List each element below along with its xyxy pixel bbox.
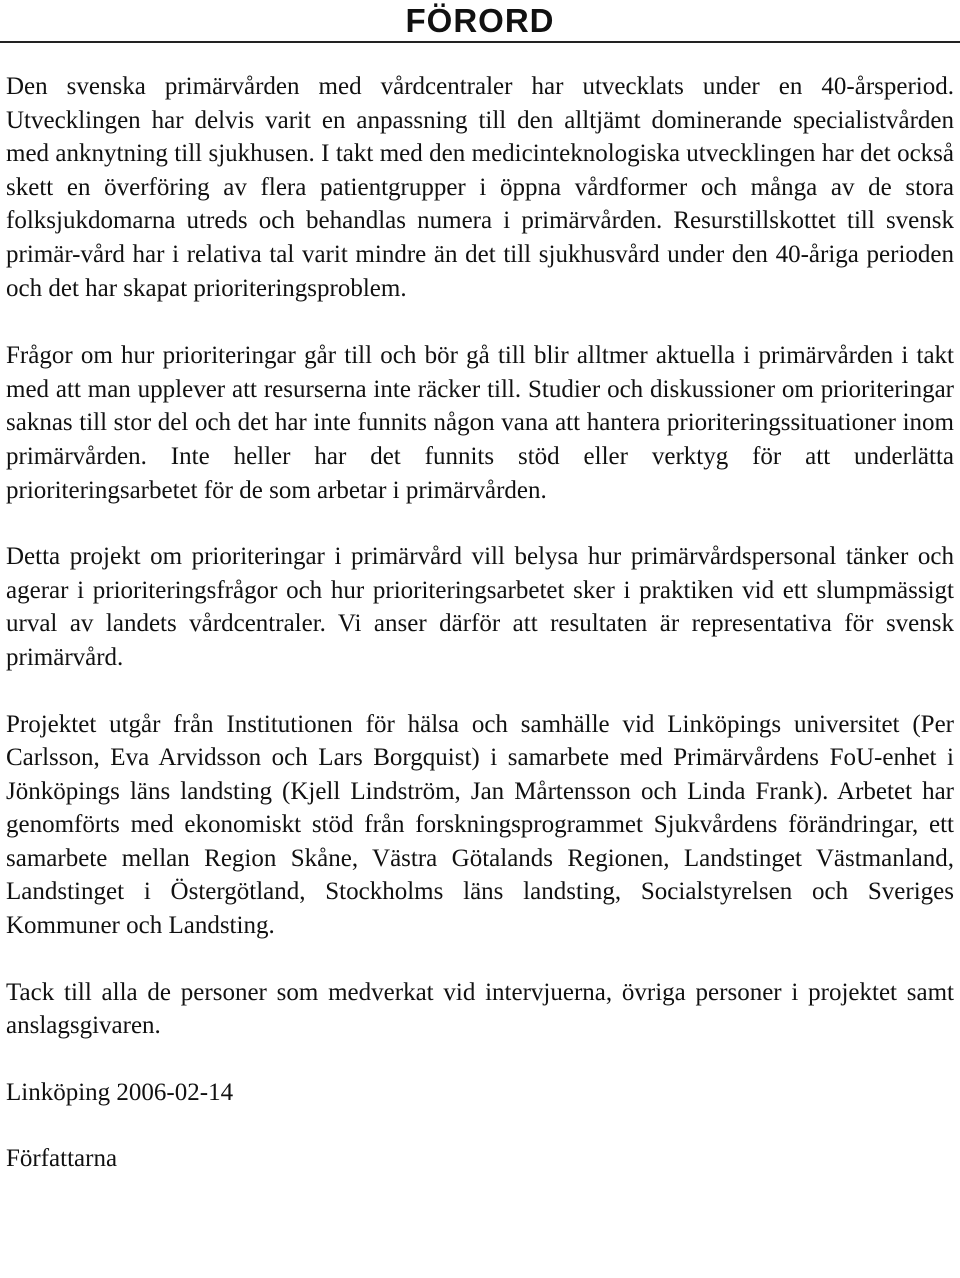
place-date: Linköping 2006-02-14 [6, 1078, 234, 1106]
paragraph-project-purpose: Detta projekt om prioriteringar i primärvård vill belysa hur primärvårdspersonal tänker och agerar i prioriteringsfrågor och hur prioriteringsarbetet sker i praktiken vid ett slumpmässigt urval av landets vårdcentraler. Vi anser därför att resultaten är representativa för svensk primärvård. [6, 543, 954, 671]
paragraph-acknowledgements: Tack till alla de personer som medverkat vid intervjuerna, övriga personer i projektet samt anslagsgivaren. [6, 978, 954, 1040]
document-body [6, 70, 954, 1176]
signature: Författarna [6, 1145, 118, 1173]
paragraph-project-participants: Projektet utgår från Institutionen för hälsa och samhälle vid Linköpings universitet (Per Carlsson, Eva Arvidsson och Lars Borgquist) i samarbete med Primärvårdens FoU-enhet i Jönköpings läns landsting (Kjell Lindström, Jan Mårtensson och Linda Frank). Arbetet har genomförts med ekonomiskt stöd från forskningsprogrammet Sjukvårdens förändringar, ett samarbete mellan Region Skåne, Västra Götalands Regionen, Landstinget Västmanland, Landstinget i Östergötland, Stockholms läns landsting, Socialstyrelsen och Sveriges Kommuner och Landsting. [6, 710, 954, 940]
page-title: FÖRORD [405, 2, 555, 39]
title-divider [0, 41, 960, 43]
paragraph-introduction: Den svenska primärvården med vårdcentraler har utvecklats under en 40-årsperiod. Utvecklingen har delvis varit en anpassning till den alltjämt dominerande specialistvården med anknytning till sjukhusen. I takt med den medicinteknologiska utvecklingen har det också skett en överföring av flera patientgrupper i öppna vårdformer och många av de stora folksjukdomarna utreds och behandlas numera i primärvården. Resurstillskottet till svensk primär-vård har i relativa tal varit mindre än det till sjukhusvård under den 40-åriga perioden och det har skapat prioriteringsproblem. [6, 73, 954, 302]
paragraph-prioritization-questions: Frågor om hur prioriteringar går till och bör gå till blir alltmer aktuella i primärvården i takt med att man upplever att resurserna inte räcker till. Studier och diskussioner om prioriteringar saknas till stor del och det har inte funnits någon vana att hantera prioriteringssituationer inom primärvården. Inte heller har det funnits stöd eller verktyg för att underlätta prioriteringsarbetet för de som arbetar i primärvården. [6, 342, 954, 504]
